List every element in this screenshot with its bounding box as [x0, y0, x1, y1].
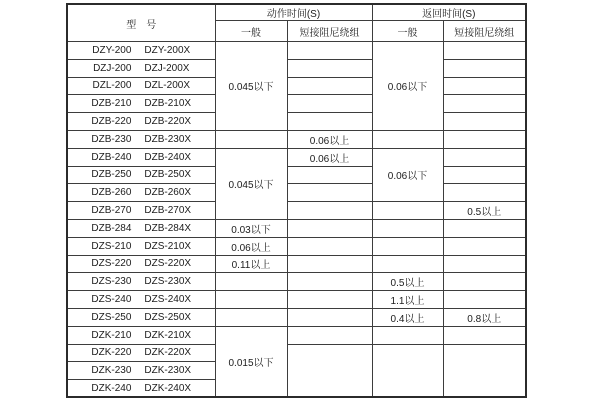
model-name-x: DZS-210X: [144, 240, 192, 252]
column-header-action-general: 一般: [215, 21, 287, 42]
table-row: [67, 166, 526, 184]
table-row: [67, 184, 526, 202]
table-row: [67, 344, 526, 362]
model-name: DZK-210: [91, 329, 132, 341]
model-name: DZB-220: [91, 116, 132, 128]
model-name-x: DZS-250X: [144, 311, 192, 323]
return-damping-empty-cell: [443, 219, 526, 237]
return-damping-empty-cell: [443, 166, 526, 184]
action-general-value: 0.045以下: [215, 148, 287, 219]
model-name: DZL-200: [92, 80, 132, 92]
return-general-empty-cell: [372, 255, 443, 273]
model-cell: [67, 326, 215, 344]
return-damping-empty-cell: [443, 344, 526, 397]
model-cell: [67, 291, 215, 309]
action-damping-empty-cell: [287, 273, 372, 291]
model-name: DZK-220: [91, 347, 132, 359]
return-damping-empty-cell: [443, 95, 526, 113]
table-row: [67, 59, 526, 77]
model-cell: [67, 166, 215, 184]
return-general-empty-cell: [372, 219, 443, 237]
return-damping-empty-cell: [443, 130, 526, 148]
return-general-value: 0.5以上: [372, 273, 443, 291]
action-general-empty-cell: [215, 273, 287, 291]
action-damping-empty-cell: [287, 42, 372, 60]
table-row: [67, 202, 526, 220]
model-cell: [67, 219, 215, 237]
model-cell: [67, 59, 215, 77]
table-row: [67, 326, 526, 344]
model-name-x: DZY-200X: [144, 44, 191, 56]
action-damping-empty-cell: [287, 77, 372, 95]
action-general-value: 0.11以上: [215, 255, 287, 273]
return-general-value: 0.4以上: [372, 308, 443, 326]
return-general-value: 1.1以上: [372, 291, 443, 309]
model-cell: [67, 237, 215, 255]
action-damping-empty-cell: [287, 219, 372, 237]
action-damping-empty-cell: [287, 59, 372, 77]
table-row: [67, 273, 526, 291]
return-damping-value: 0.8以上: [443, 308, 526, 326]
action-damping-empty-cell: [287, 95, 372, 113]
model-name: DZJ-200: [93, 62, 132, 74]
model-name: DZB-260: [91, 187, 132, 199]
table-row: [67, 130, 526, 148]
action-general-value: 0.06以上: [215, 237, 287, 255]
return-damping-empty-cell: [443, 184, 526, 202]
model-name: DZB-230: [91, 133, 132, 145]
model-cell: [67, 380, 215, 398]
model-name-x: DZS-220X: [144, 258, 192, 270]
return-damping-empty-cell: [443, 273, 526, 291]
model-name-x: DZB-260X: [144, 187, 192, 199]
model-name-x: DZJ-200X: [144, 62, 190, 74]
model-name: DZK-240: [91, 382, 132, 394]
action-general-value: 0.015以下: [215, 326, 287, 397]
column-header-action-time: 动作时间(S): [215, 4, 372, 21]
model-name-x: DZK-240X: [144, 382, 192, 394]
return-damping-empty-cell: [443, 148, 526, 166]
action-general-empty-cell: [215, 308, 287, 326]
model-name: DZS-240: [91, 294, 132, 306]
model-cell: [67, 95, 215, 113]
action-damping-value: 0.06以上: [287, 148, 372, 166]
return-damping-value: 0.5以上: [443, 202, 526, 220]
model-name: DZY-200: [92, 44, 132, 56]
return-damping-empty-cell: [443, 291, 526, 309]
table-row: [67, 219, 526, 237]
model-cell: [67, 344, 215, 362]
model-cell: [67, 362, 215, 380]
model-name: DZS-220: [91, 258, 132, 270]
model-name: DZB-270: [91, 205, 132, 217]
return-general-value: 0.06以下: [372, 42, 443, 131]
action-general-empty-cell: [215, 291, 287, 309]
model-name-x: DZB-270X: [144, 205, 192, 217]
model-name-x: DZB-240X: [144, 151, 192, 163]
model-name: DZS-250: [91, 311, 132, 323]
table-row: [67, 95, 526, 113]
return-damping-empty-cell: [443, 59, 526, 77]
table-row: [67, 255, 526, 273]
model-cell: [67, 77, 215, 95]
table-row: [67, 148, 526, 166]
table-row: [67, 308, 526, 326]
model-name-x: DZB-284X: [144, 222, 192, 234]
model-name-x: DZS-240X: [144, 294, 192, 306]
action-damping-empty-cell: [287, 202, 372, 220]
model-name: DZS-210: [91, 240, 132, 252]
table-row: [67, 291, 526, 309]
column-header-return-general: 一般: [372, 21, 443, 42]
model-cell: [67, 184, 215, 202]
column-header-action-damping: 短接阻尼绕组: [287, 21, 372, 42]
action-damping-empty-cell: [287, 237, 372, 255]
action-damping-value: 0.06以上: [287, 130, 372, 148]
return-damping-empty-cell: [443, 326, 526, 344]
action-general-empty-cell: [215, 130, 287, 148]
action-damping-empty-cell: [287, 308, 372, 326]
column-header-return-damping: 短接阻尼绕组: [443, 21, 526, 42]
model-name-x: DZB-210X: [144, 98, 192, 110]
action-damping-empty-cell: [287, 344, 372, 397]
model-cell: [67, 113, 215, 131]
model-cell: [67, 42, 215, 60]
return-general-empty-cell: [372, 237, 443, 255]
model-cell: [67, 273, 215, 291]
action-damping-empty-cell: [287, 166, 372, 184]
model-name-x: DZK-230X: [144, 365, 192, 377]
model-cell: [67, 130, 215, 148]
relay-spec-table: [66, 3, 527, 398]
action-damping-empty-cell: [287, 184, 372, 202]
model-cell: [67, 202, 215, 220]
model-cell: [67, 308, 215, 326]
model-cell: [67, 255, 215, 273]
model-name: DZB-284: [91, 222, 132, 234]
action-damping-empty-cell: [287, 113, 372, 131]
model-name-x: DZS-230X: [144, 276, 192, 288]
model-name-x: DZB-220X: [144, 116, 192, 128]
return-damping-empty-cell: [443, 237, 526, 255]
return-general-empty-cell: [372, 202, 443, 220]
model-name-x: DZB-250X: [144, 169, 192, 181]
return-damping-empty-cell: [443, 255, 526, 273]
table-row: [67, 77, 526, 95]
action-damping-empty-cell: [287, 291, 372, 309]
model-name-x: DZK-210X: [144, 329, 192, 341]
return-general-empty-cell: [372, 130, 443, 148]
column-header-model: 型 号: [67, 4, 215, 42]
model-name-x: DZB-230X: [144, 133, 192, 145]
model-name-x: DZK-220X: [144, 347, 192, 359]
model-name: DZK-230: [91, 365, 132, 377]
action-damping-empty-cell: [287, 326, 372, 344]
return-damping-empty-cell: [443, 113, 526, 131]
table-row: [67, 113, 526, 131]
model-name: DZB-250: [91, 169, 132, 181]
return-general-empty-cell: [372, 344, 443, 397]
model-cell: [67, 148, 215, 166]
table-row: [67, 237, 526, 255]
action-general-value: 0.045以下: [215, 42, 287, 131]
action-general-value: 0.03以下: [215, 219, 287, 237]
model-name: DZB-240: [91, 151, 132, 163]
return-damping-empty-cell: [443, 77, 526, 95]
action-damping-empty-cell: [287, 255, 372, 273]
model-name: DZB-210: [91, 98, 132, 110]
model-name-x: DZL-200X: [144, 80, 190, 92]
column-header-return-time: 返回时间(S): [372, 4, 526, 21]
model-name: DZS-230: [91, 276, 132, 288]
return-general-empty-cell: [372, 326, 443, 344]
table-row: [67, 42, 526, 60]
return-general-value: 0.06以下: [372, 148, 443, 201]
return-damping-empty-cell: [443, 42, 526, 60]
